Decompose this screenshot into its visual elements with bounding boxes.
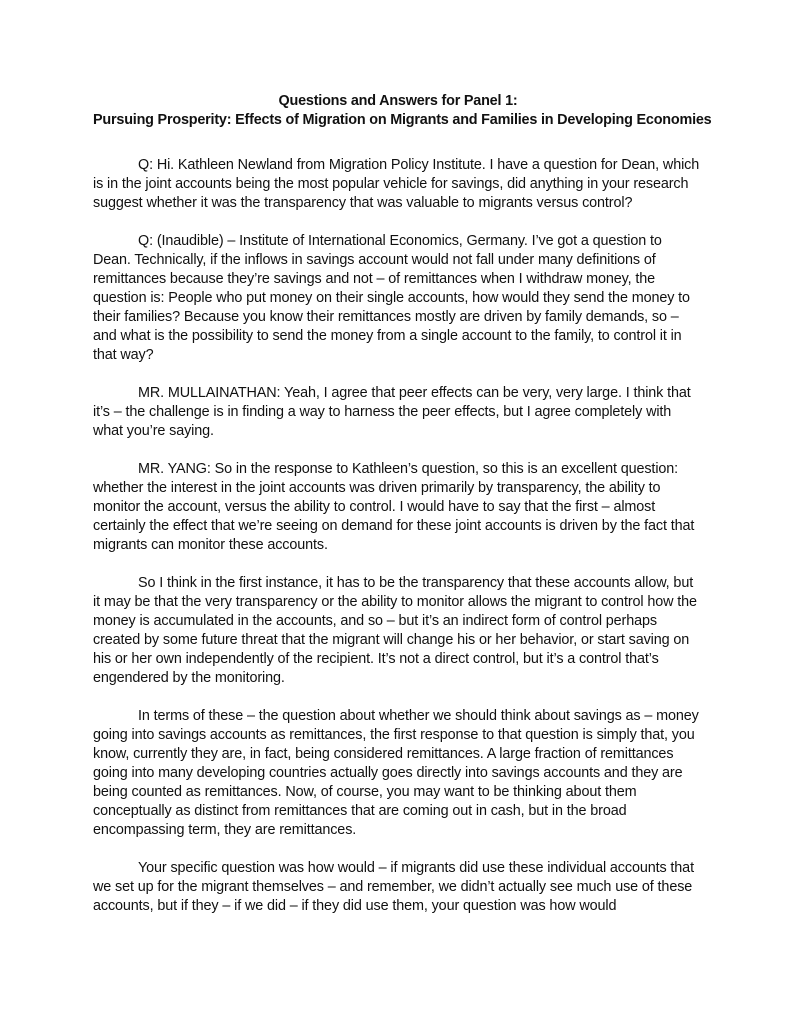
paragraph-answer-mullainathan: MR. MULLAINATHAN: Yeah, I agree that peer effects can be very, very large. I think that it’s – the challenge is in finding a way to harness the peer effects, but I agree completely with what you’re saying. bbox=[93, 385, 691, 439]
paragraph-answer-yang-2: So I think in the first instance, it has to be the transparency that these accounts allow, but it may be that the very transparency or the ability to monitor allows the migrant to control how the money is accumulated in the accounts, and so – but it’s an indirect form of control perhaps created by some future threat that the migrant will change his or her behavior, or start saving on his or her own independently of the recipient. It’s not a direct control, but it’s a control that’s engendered by the monitoring. bbox=[93, 575, 697, 686]
spacer bbox=[93, 130, 703, 156]
spacer bbox=[93, 365, 703, 384]
spacer bbox=[93, 213, 703, 232]
document-page bbox=[93, 92, 712, 916]
document-title bbox=[93, 92, 712, 130]
paragraph-answer-yang-4: Your specific question was how would – if migrants did use these individual accounts that we set up for the migrant themselves – and remember, we didn’t actually see much use of these accounts, but if they – if we did – if they did use them, your question was how would bbox=[93, 860, 694, 914]
paragraph-question-newland: Q: Hi. Kathleen Newland from Migration Policy Institute. I have a question for Dean, which is in the joint accounts being the most popular vehicle for savings, did anything in your research suggest whether it was the transparency that was valuable to migrants versus control? bbox=[93, 157, 700, 211]
spacer bbox=[93, 688, 703, 707]
spacer bbox=[93, 555, 703, 574]
title-line-1: Questions and Answers for Panel 1: bbox=[278, 93, 518, 109]
title-line-2: Pursuing Prosperity: Effects of Migration on Migrants and Families in Developing Economies bbox=[93, 112, 712, 128]
paragraph-question-inaudible: Q: (Inaudible) – Institute of International Economics, Germany. I’ve got a question to Dean. Technically, if the inflows in savings account would not fall under many definitions of remittances because they’re savings and not – of remittances when I withdraw money, the question is: People who put money on their single accounts, how would they send the money to their families? Because you know their remittances mostly are driven by family demands, so – and what is the possibility to send the money from a single account to the family, to control it in that way? bbox=[93, 233, 690, 363]
paragraph-answer-yang-1: MR. YANG: So in the response to Kathleen’s question, so this is an excellent question: whether the interest in the joint accounts was driven primarily by transparency, the ability to monitor the account, versus the ability to control. I would have to say that the first – almost certainly the effect that we’re seeing on demand for these joint accounts is driven by the fact that migrants can monitor these accounts. bbox=[93, 461, 695, 553]
paragraph-answer-yang-3: In terms of these – the question about whether we should think about savings as – money going into savings accounts as remittances, the first response to that question is simply that, you know, currently they are, in fact, being considered remittances. A large fraction of remittances going into many developing countries actually goes directly into savings accounts and they are being counted as remittances. Now, of course, you may want to be thinking about them conceptually as distinct from remittances that are coming out in cash, but in the broad encompassing term, they are remittances. bbox=[93, 708, 699, 838]
spacer bbox=[93, 840, 703, 859]
spacer bbox=[93, 441, 703, 460]
